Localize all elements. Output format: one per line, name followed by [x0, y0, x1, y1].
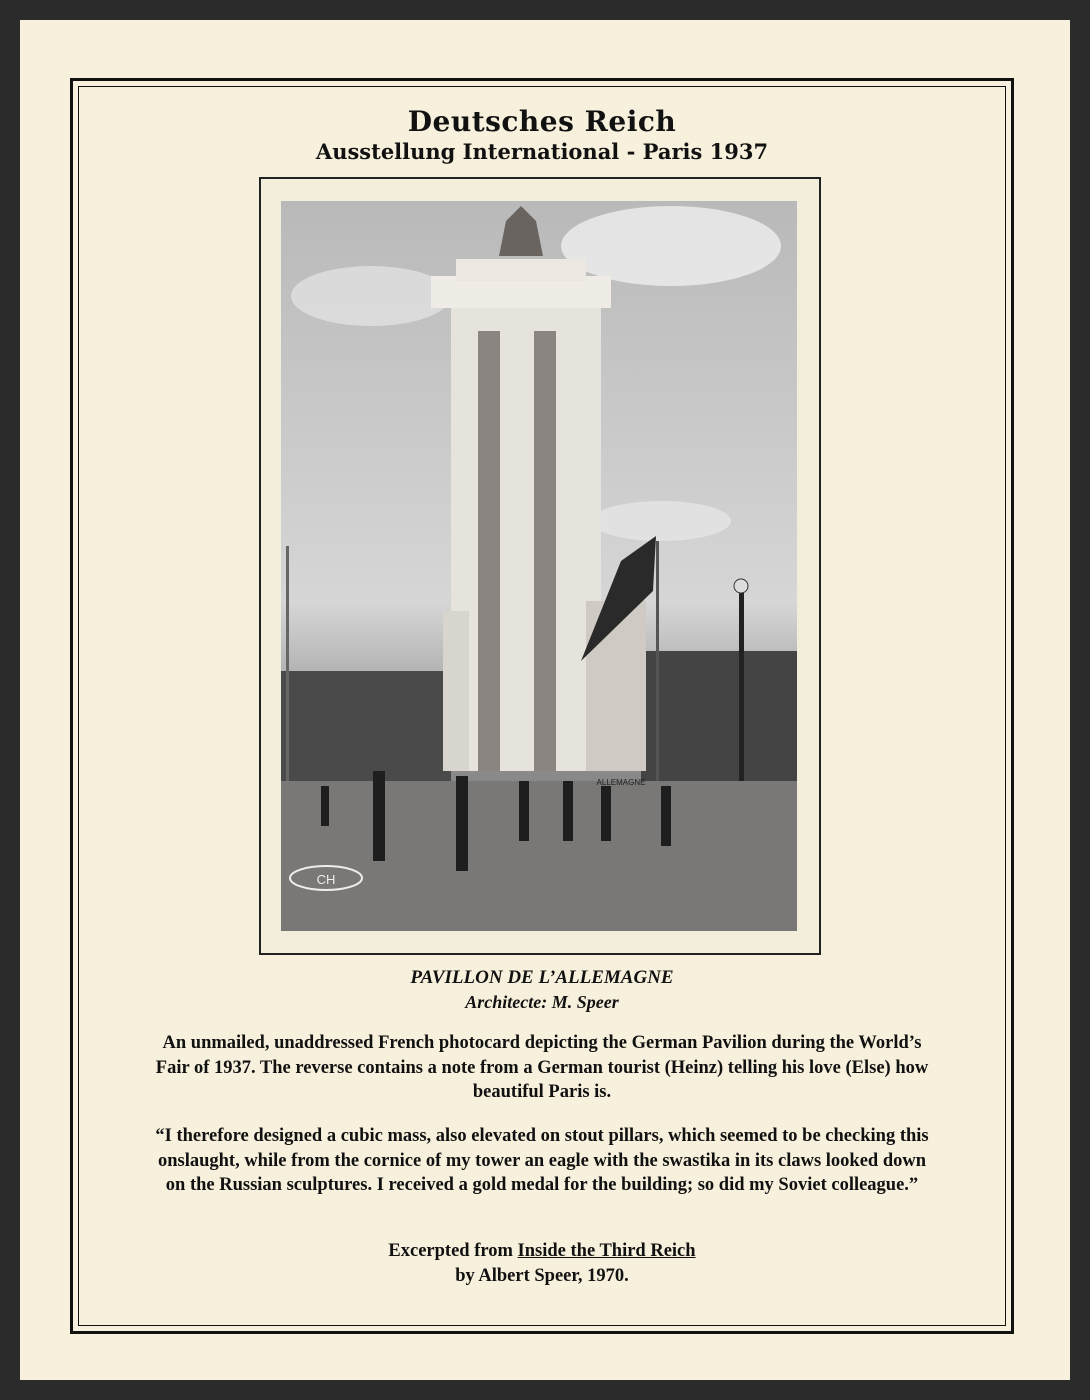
- citation: [149, 1239, 935, 1288]
- pavilion-photo: [281, 201, 797, 931]
- photo-logo: CH: [316, 872, 336, 887]
- caption-heading: PAVILLON DE L’ALLEMAGNE: [410, 967, 674, 988]
- photo-mat: [259, 177, 821, 955]
- citation-prefix: Excerpted from: [388, 1241, 518, 1261]
- description-paragraph: An unmailed, unaddressed French photocard depicting the German Pavilion during the World’s Fair of 1937. The reverse contains a note from a German tourist (Heinz) telling his love (Else) how beautiful Paris is.: [155, 1033, 929, 1102]
- page-title: Deutsches Reich: [407, 105, 677, 138]
- quote-paragraph: “I therefore designed a cubic mass, also elevated on stout pillars, which seemed to be checking this onslaught, while from the cornice of my tower an eagle with the swastika in its claws looked down on the Russian sculptures. I received a gold medal for the building; so did my Soviet colleague.”: [155, 1126, 929, 1195]
- caption-architect: Architecte: M. Speer: [465, 992, 619, 1012]
- pavilion-sign: ALLEMAGNE: [596, 778, 646, 787]
- album-page: [20, 20, 1070, 1380]
- page-subtitle: Ausstellung International - Paris 1937: [315, 139, 769, 164]
- page-border-inner: [78, 86, 1006, 1326]
- page-border: [70, 78, 1014, 1334]
- book-title: Inside the Third Reich: [517, 1241, 696, 1261]
- byline: by Albert Speer, 1970.: [455, 1265, 629, 1286]
- pavilion-illustration: [281, 201, 797, 931]
